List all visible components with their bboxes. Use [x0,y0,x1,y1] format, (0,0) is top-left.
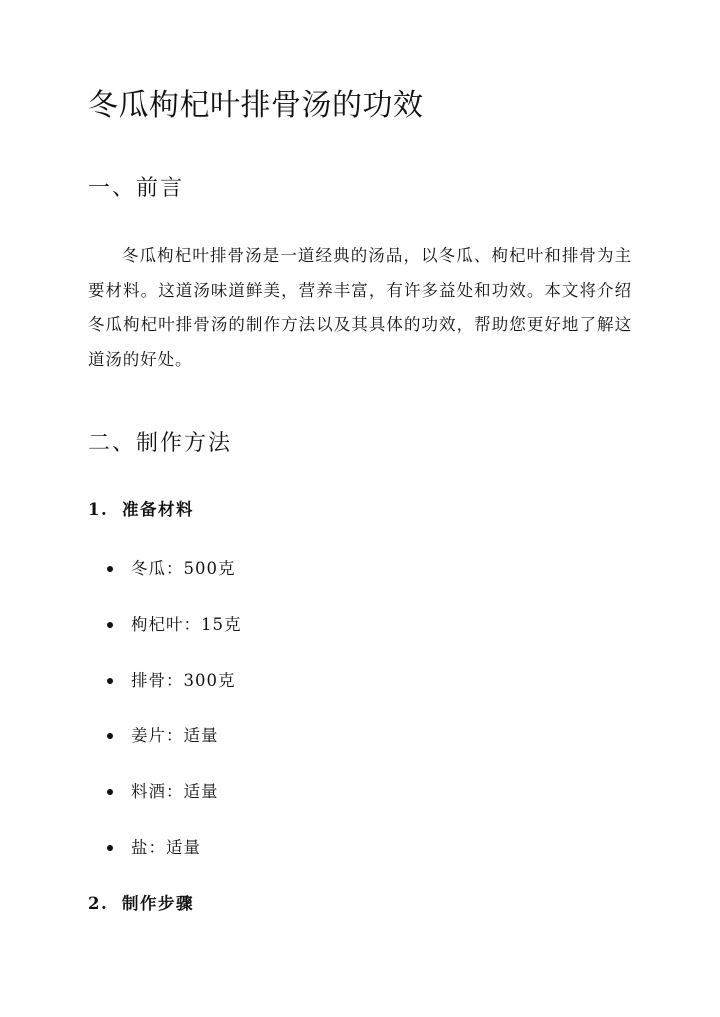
preface-paragraph: 冬瓜枸杞叶排骨汤是一道经典的汤品，以冬瓜、枸杞叶和排骨为主要材料。这道汤味道鲜美，营养丰富，有许多益处和功效。本文将介绍冬瓜枸杞叶排骨汤的制作方法以及其具体的功效，帮助您更好地了解这道汤的好处。 [88,246,632,369]
section-heading-preface: 一、前言 [88,176,185,201]
section-heading-method: 二、制作方法 [88,431,233,456]
bullet-icon [107,566,113,572]
list-item [107,669,236,693]
bullet-icon [107,845,113,851]
ingredient-text: 姜片：适量 [131,726,219,745]
subsection-number: 1. [88,500,109,519]
ingredient-text: 排骨：300克 [131,671,236,690]
subsection-title: 准备材料 [122,500,194,519]
bullet-icon [107,622,113,628]
list-item [107,780,219,804]
ingredient-text: 冬瓜：500克 [131,559,236,578]
bullet-icon [107,789,113,795]
subsection-title: 制作步骤 [122,894,194,913]
document-title: 冬瓜枸杞叶排骨汤的功效 [88,88,424,123]
ingredient-text: 料酒：适量 [131,782,219,801]
list-item [107,836,201,860]
subsection-number: 2. [88,894,109,913]
subsection-heading-steps [88,892,194,916]
bullet-icon [107,678,113,684]
subsection-heading-ingredients [88,498,194,522]
list-item [107,557,236,581]
bullet-icon [107,733,113,739]
ingredient-text: 盐：适量 [131,838,201,857]
ingredient-text: 枸杞叶：15克 [131,615,242,634]
list-item [107,724,219,748]
list-item [107,613,242,637]
